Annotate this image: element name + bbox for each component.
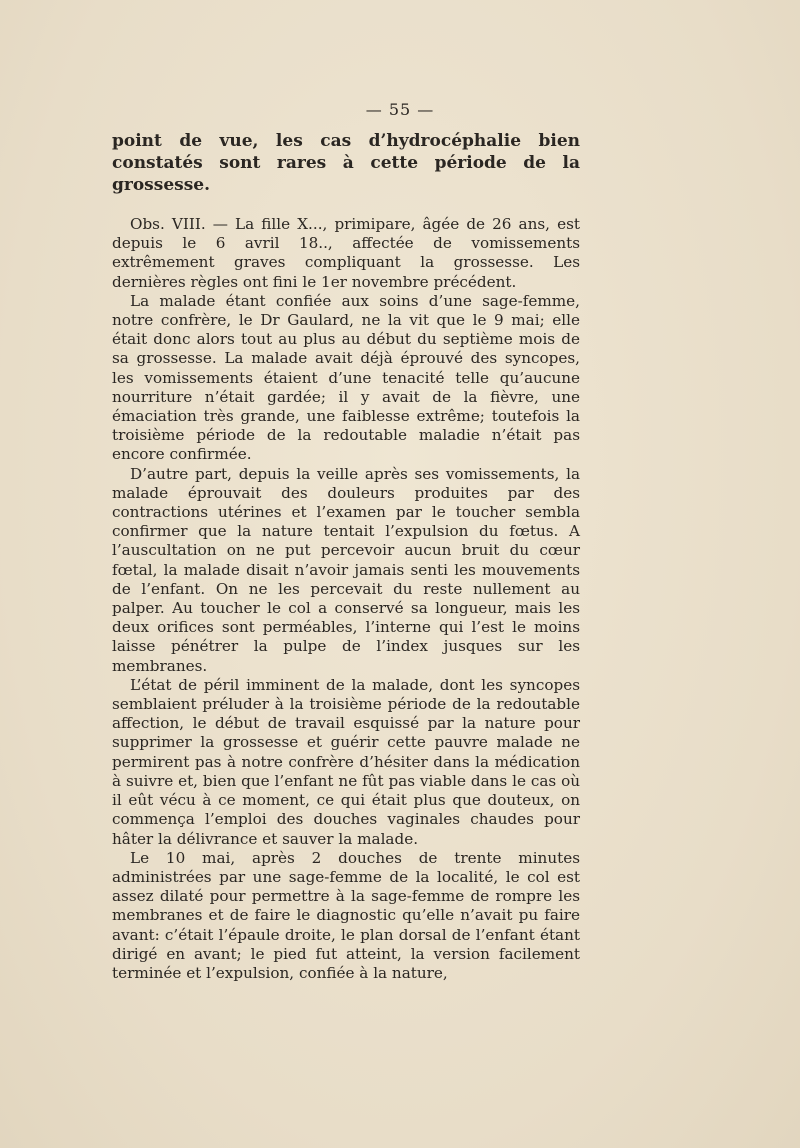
paragraph-examination: D’autre part, depuis la veille après ses vomissements, la malade éprouvait des douleurs produites par des contractions utérines et l’examen par le toucher sembla confirmer que la nature tentait l’expulsion du fœtus. A l’auscultation on ne put percevoir aucun bruit du cœur fœtal, la malade disait n’avoir jamais senti les mouvements de l’enfant. On ne les percevait du reste nullement au palper. Au toucher le col a conservé sa longueur, mais les deux orifices sont perméables, l’interne qui l’est le moins laisse pénétrer la pulpe de l’index jusques sur les membranes. (112, 464, 580, 675)
paragraph-gap (112, 196, 580, 215)
page-number: — 55 — (365, 100, 435, 119)
body-text (112, 130, 580, 983)
paragraph-patient-state: La malade étant confiée aux soins d’une sage-femme, notre confrère, le Dr Gaulard, ne la vit que le 9 mai; elle était donc alors tout au plus au début du septième mois de sa grossesse. La malade avait déjà éprouvé des syncopes, les vomissements étaient d’une tenacité telle qu’aucune nourriture n’était gardée; il y avait de la fièvre, une émaciation très grande, une faiblesse extrême; toutefois la troisième période de la redoutable maladie n’était pas encore confirmée. (112, 291, 580, 464)
paragraph-continuation: point de vue, les cas d’hydrocéphalie bien constatés sont rares à cette période de la grossesse. (112, 131, 580, 195)
paragraph-delivery: Le 10 mai, après 2 douches de trente minutes administrées par une sage-femme de la localité, le col est assez dilaté pour permettre à la sage-femme de rompre les membranes et de faire le diagnostic qu’elle n’avait pu faire avant: c’était l’épaule droite, le plan dorsal de l’enfant étant dirigé en avant; le pied fut atteint, la version facilement terminée et l’expulsion, confiée à la nature, (112, 848, 580, 982)
paragraph-observation-viii: Obs. VIII. — La fille X..., primipare, âgée de 26 ans, est depuis le 6 avril 18.., affectée de vomissements extrêmement graves compliquant la grossesse. Les dernières règles ont fini le 1er novembre précédent. (112, 215, 580, 291)
paragraph-treatment-decision: L’état de péril imminent de la malade, dont les syncopes semblaient préluder à la troisième période de la redoutable affection, le début de travail esquissé par la nature pour supprimer la grossesse et guérir cette pauvre malade ne permirent pas à notre confrère d’hésiter dans la médication à suivre et, bien que l’enfant ne fût pas viable dans le cas où il eût vécu à ce moment, ce qui était plus que douteux, on commença l’emploi des douches vaginales chaudes pour hâter la délivrance et sauver la malade. (112, 675, 580, 848)
